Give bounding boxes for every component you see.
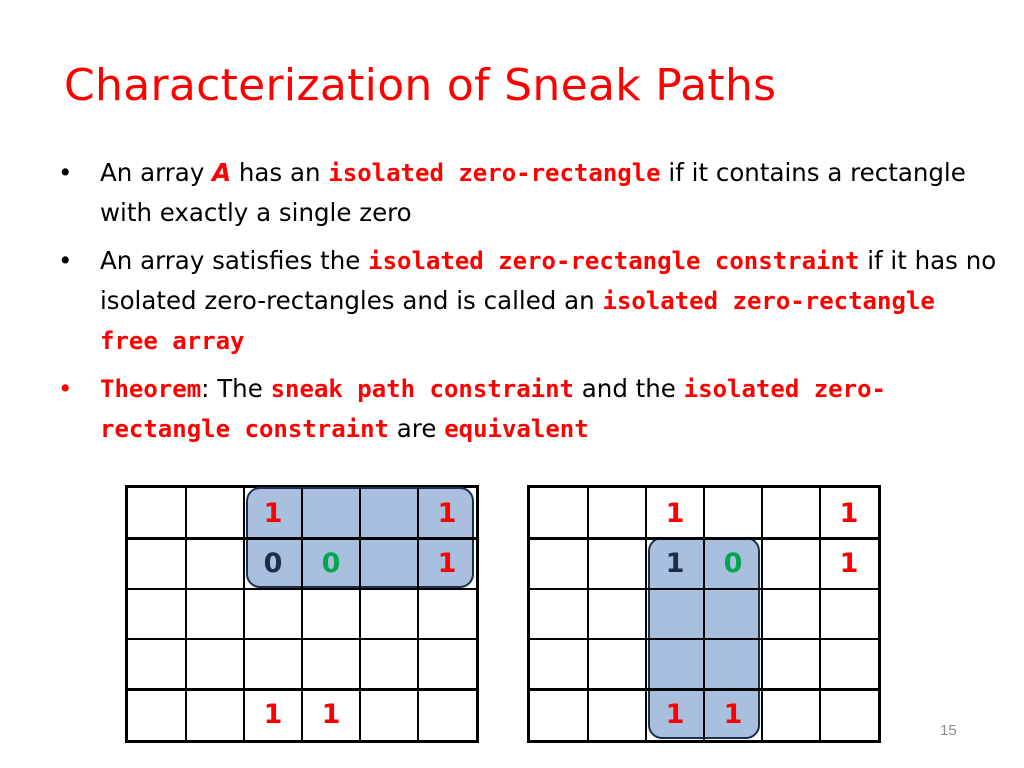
highlighted-term: equivalent <box>444 415 589 443</box>
grid-column-line <box>587 488 590 740</box>
one-cell: 1 <box>263 699 283 731</box>
one-cell: 1 <box>263 497 283 529</box>
highlighted-term: Theorem <box>100 375 202 403</box>
highlighted-term: isolated zero-rectangle <box>328 159 661 187</box>
one-cell: 1 <box>437 497 457 529</box>
bullet-text: are <box>388 414 445 443</box>
left-array-grid <box>125 485 479 743</box>
bullet-text: An array <box>100 158 213 187</box>
bullet-item <box>58 241 998 361</box>
bullet-text: An array satisfies the <box>100 246 369 275</box>
one-cell: 1 <box>665 699 685 731</box>
zero-cell: 0 <box>321 548 341 580</box>
slide-title: Characterization of Sneak Paths <box>64 60 777 111</box>
zero-cell: 0 <box>723 548 743 580</box>
highlighted-term: isolated zero-rectangle constraint <box>368 247 860 275</box>
one-cell: 1 <box>665 497 685 529</box>
bullet-marker: • <box>58 246 73 275</box>
bullet-text: if it has no isolated zero-rectangles and is called an <box>100 246 997 315</box>
one-cell: 1 <box>839 497 859 529</box>
one-cell: 1 <box>665 548 685 580</box>
page-number: 15 <box>940 722 957 739</box>
highlighted-term: isolated zero-rectangle constraint <box>100 375 886 443</box>
array-variable: A <box>212 158 232 187</box>
bullet-item <box>58 153 998 233</box>
highlighted-term: sneak path constraint <box>270 375 574 403</box>
bullet-text: has an <box>231 158 329 187</box>
zero-cell: 0 <box>263 548 283 580</box>
right-array-grid <box>527 485 881 743</box>
one-cell: 1 <box>723 699 743 731</box>
one-cell: 1 <box>437 548 457 580</box>
bullet-item <box>58 369 998 449</box>
bullet-text: and the <box>574 374 684 403</box>
highlighted-term: isolated zero-rectangle free array <box>100 287 935 355</box>
bullet-list <box>58 153 998 457</box>
one-cell: 1 <box>321 699 341 731</box>
bullet-marker: • <box>58 158 73 187</box>
bullet-text: : The <box>201 374 271 403</box>
one-cell: 1 <box>839 548 859 580</box>
grid-column-line <box>185 488 188 740</box>
bullet-marker: • <box>58 374 73 403</box>
bullet-text: if it contains a rectangle with exactly a single zero <box>100 158 966 227</box>
